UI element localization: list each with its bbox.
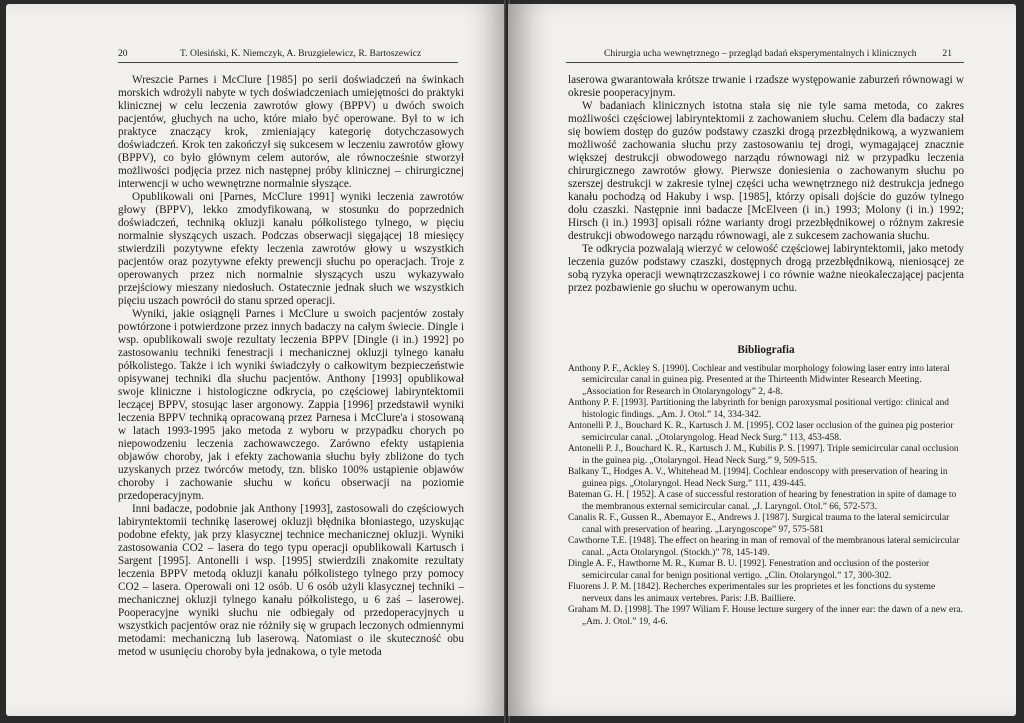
left-page-number: 20 — [118, 48, 128, 59]
left-page — [6, 4, 506, 716]
reference-item: Fluorens J. P. M. [1842]. Recherches experimentales sur les proprietes et les fonctions du systeme nerveux dans les animaux vertebres. Paris: J.B. Bailliere. — [568, 582, 936, 604]
reference-list — [568, 364, 966, 628]
right-running-head: Chirurgia ucha wewnętrznego – przegląd badań eksperymentalnych i klinicznych — [604, 48, 917, 59]
reference-item: Anthony P. F. [1993]. Partitioning the labyrinth for benign paroxysmal positional vertigo: clinical and histologic findings. „Am. J. Otol.” 14, 334-342. — [568, 398, 949, 420]
reference-item: Dingle A. F., Hawthorne M. R., Kumar B. U. [1992]. Fenestration and occlusion of the posterior semicircular canal for benign positional vertigo. „Clin. Otolaryngol.” 17, 300-302. — [568, 559, 930, 581]
reference-item: Bateman G. H. [ 1952]. A case of successful restoration of hearing by fenestration in spite of damage to the membranous external semicircular canal. „J. Laryngol. Otol.” 66, 572-573. — [568, 490, 957, 512]
reference-item: Anthony P. F., Ackley S. [1990]. Cochlear and vestibular morphology folowing laser entry into lateral semicircular canal in guinea pig. Presented at the Thirteenth Midwinter Research Meeting. „Association for Research in Otolaryngology” 2, 4-8. — [568, 364, 950, 397]
paragraph: Opublikowali oni [Parnes, McClure 1991] wyniki leczenia zawrotów głowy (BPPV), lekko zmodyfikowaną, w stosunku do poprzednich doświadczeń, techniką okluzji kanału półkolistego tylnego, w pięciu normalnie słyszących uszach. Podczas obserwacji sięgającej 18 miesięcy stwierdzili pozytywne efekty leczenia zawrotów głowy u wszystkich pacjentów oraz pozytywne efekty prewencji słuchu po operacjach. Troje z operowanych przez nich normalnie słyszących uszu wykazywało przejściowy mieszany niedosłuch. Ostatecznie jednak słuch we wszystkich pięciu uszach powrócił do stanu sprzed operacji. — [118, 191, 464, 307]
paragraph: laserowa gwarantowała krótsze trwanie i rzadsze występowanie zaburzeń równowagi w okresie pooperacyjnym. — [568, 74, 964, 99]
left-body-text — [118, 74, 464, 659]
paragraph: Wyniki, jakie osiągnęli Parnes i McClure u swoich pacjentów zostały powtórzone i potwierdzone przez innych badaczy na całym świecie. Dingle i wsp. opublikowali swoje rezultaty leczenia BPPV [Dingle (i in.) 1992] po zastosowaniu techniki fenestracji i mechanicznej okluzji tylnego kanału półkolistego. Także i ich wyniki świadczyły o całkowitym bezpieczeństwie opisywanej techniki dla słuchu pacjentów. Anthony [1993] opublikował swoje kliniczne i histologiczne odkrycia, po częściowej labiryntektomii leczącej BPPV, stosując laser argonowy. Zappia [1996] przedstawił wyniki leczenia BPPV techniką opracowaną przez Parnesa i McClure'a i stosowaną w latach 1993-1995 jako metoda z wyboru w przypadku chorych po niepowodzeniu leczenia zachowawczego. Zarówno efekty ustąpienia objawów choroby, jak i efekty zachowania słuchu były zbliżone do tych uzyskanych przez twórców metody, tzn. blisko 100% ustąpienie objawów choroby i zachowanie słuchu w końcu obserwacji na poziomie przedoperacyjnym. — [118, 308, 464, 502]
right-page — [508, 4, 1016, 716]
reference-item: Antonelli P. J., Bouchard K. R., Kartusch J. M., Kubilis P. S. [1997]. Triple semicircular canal occlusion in the guinea pig. „Otolaryngol. Head Neck Surg.” 9, 509-515. — [568, 444, 959, 466]
right-page-number: 21 — [942, 48, 952, 59]
right-body-text — [568, 74, 964, 295]
bibliography-heading: Bibliografia — [737, 344, 795, 356]
left-running-header — [118, 48, 448, 59]
right-header-rule — [566, 62, 964, 63]
left-header-rule — [118, 62, 458, 63]
right-running-header — [604, 48, 952, 59]
paragraph: Te odkrycia pozwalają wierzyć w celowość częściowej labiryntektomii, jako metody leczenia guzów podstawy czaszki, dostępnych drogą przezbłędnikową, nieniosącej ze sobą ryzyka operacji wewnątrzczaszkowej i co równie ważne nieokaleczającej pacjenta przez pozbawienie go słuchu w operowanym uchu. — [568, 243, 964, 294]
paragraph: Inni badacze, podobnie jak Anthony [1993], zastosowali do częściowych labiryntektomii technikę laserowej okluzji błędnika błoniastego, uzyskując podobne efekty, jak przy klasycznej technice mechanicznej okluzji. Wyniki zastosowania CO2 – lasera do tego typu operacji opublikowali Kartusch i Sargent [1995]. Antonelli i wsp. [1995] stwierdzili znakomite rezultaty leczenia BPPV metodą okluzji kanału półkolistego tylnego przy pomocy CO2 – lasera. Operowali oni 12 osób. U 6 osób użyli klasycznej techniki – mechanicznej okluzji tylnego kanału półkolistego, u 6 zaś – laserowej. Pooperacyjne wyniki słuchu nie odbiegały od przedoperacyjnych u wszystkich pacjentów oraz nie różniły się w grupach leczonych odmiennymi metodami: mechaniczną lub laserową. Natomiast o ile skuteczność obu metod w usunięciu choroby była jednakowa, o tyle metoda — [118, 503, 464, 658]
paragraph: Wreszcie Parnes i McClure [1985] po serii doświadczeń na świnkach morskich wdrożyli nabyte w tych doświadczeniach umiejętności do praktyki klinicznej w celu leczenia zawrotów głowy (BPPV) u dwóch swoich pacjentów, głuchych na ucho, które miało być operowane. Był to w ich praktyce znaczący krok, zmieniający kategorię dotychczasowych doświadczeń. Krok ten zakończył się sukcesem w leczeniu zawrotów głowy (BPPV), co było głównym celem autorów, ale równocześnie stworzył możliwości podjęcia przez nich następnej próby klinicznej – chirurgicznej interwencji w ucho wewnętrzne normalnie słyszące. — [118, 74, 464, 190]
reference-item: Canalis R. F., Gussen R., Abemayor E., Andrews J. [1987]. Surgical trauma to the lateral semicircular canal with preservation of hearing. „Laryngoscope” 97, 575-581 — [568, 513, 950, 535]
left-running-head: T. Olesiński, K. Niemczyk, A. Bruzgielewicz, R. Bartoszewicz — [180, 48, 422, 59]
reference-item: Balkany T., Hodges A. V., Whitehead M. [1994]. Cochlear endoscopy with preservation of hearing in guinea pigs. „Otolaryngol. Head Neck Surg.” 111, 439-445. — [568, 467, 948, 489]
reference-item: Cawthorne T.E. [1948]. The effect on hearing in man of removal of the membranous lateral semicircular canal. „Acta Otolaryngol. (Stockh.)” 78, 145-149. — [568, 536, 960, 558]
paragraph: W badaniach klinicznych istotna stała się nie tyle sama metoda, co zakres możliwości częściowej labiryntektomii z zachowaniem słuchu. Celem dla badaczy stał się bowiem dostęp do guzów podstawy czaszki drogą przezbłędnikową, a wyzwaniem możliwość zachowania słuchu przy zastosowaniu tej drogi, wymagającej znacznie większej destrukcji obwodowego narządu równowagi niż w przypadku leczenia chirurgicznego zawrotów głowy. Pierwsze doniesienia o zachowanym słuchu po szerszej destrukcji w zakresie tylnej części ucha wewnętrznego niż destrukcja jednego kanału pochodzą od Hakuby i wsp. [1985], którzy opisali dojście do guzów tylnego dołu czaszki. Następnie inni badacze [McElveen (i in.) 1993; Molony (i in.) 1992; Hirsch (i in.) 1993] opisali różne warianty drogi przezbłędnikowej o różnym zakresie destrukcji obwodowego narządu równowagi, ale z sukcesem zachowania słuchu. — [568, 100, 964, 242]
reference-item: Antonelli P. J., Bouchard K. R., Kartusch J. M. [1995]. CO2 laser occlusion of the guinea pig posterior semicircular canal. „Otolaryngolog. Head Neck Surg.” 113, 453-458. — [568, 421, 954, 443]
reference-item: Graham M. D. [1998]. The 1997 Wiliam F. House lecture surgery of the inner ear: the dawn of a new era. „Am. J. Otol.” 19, 4-6. — [568, 605, 963, 627]
